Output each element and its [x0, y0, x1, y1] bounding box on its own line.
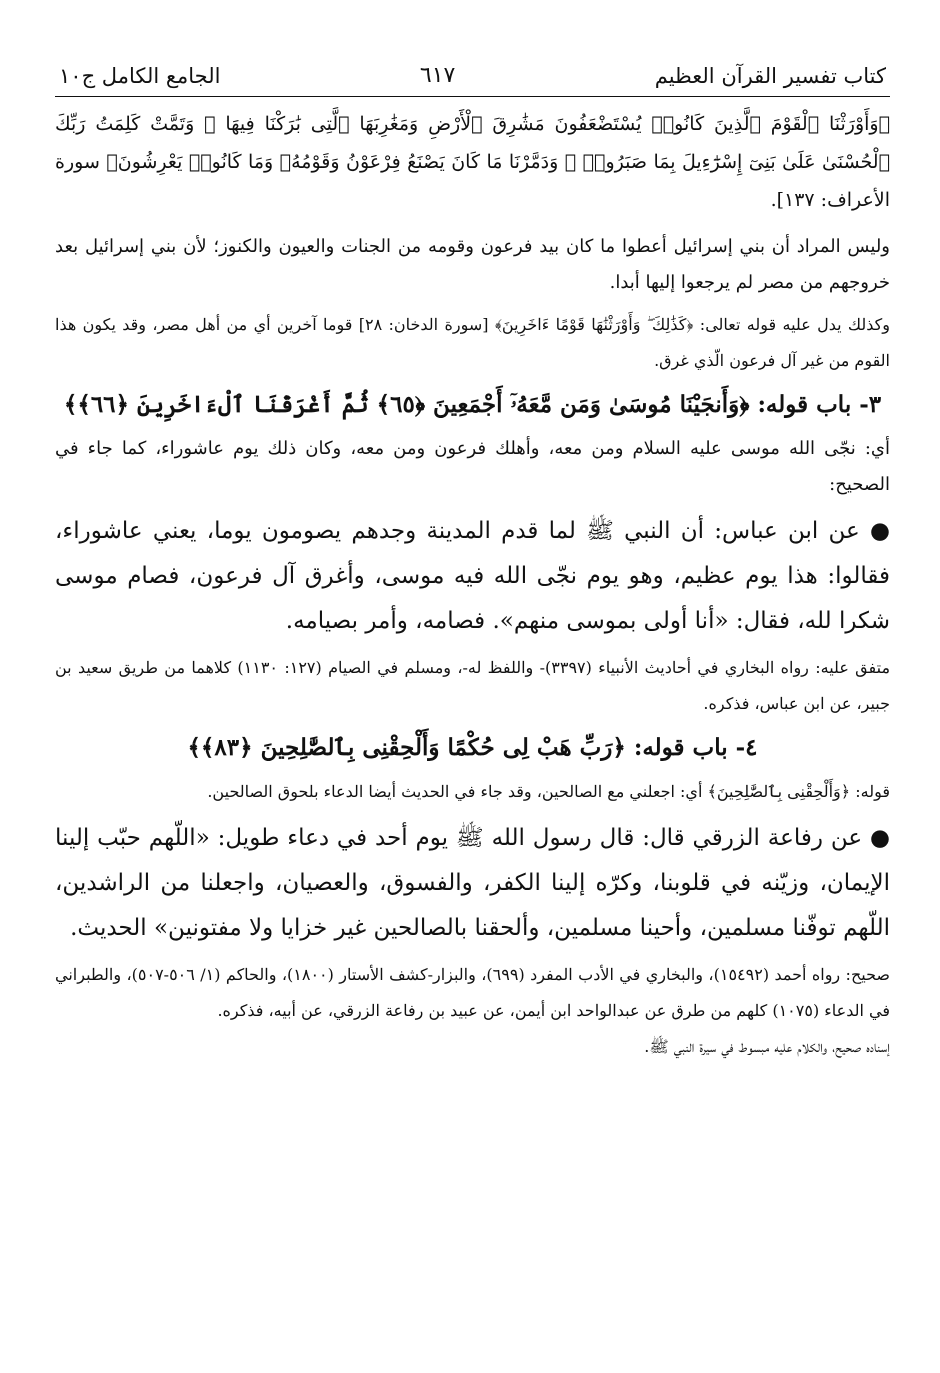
- hadith-takhrij: صحيح: رواه أحمد (١٥٤٩٢)، والبخاري في الأدب المفرد (٦٩٩)، والبزار-كشف الأستار (١٨٠٠)، والحاكم (١/ ٥٠٦-٥٠٧)، والطبراني في الدعاء (١٠٧٥) كلهم من طرق عن عبدالواحد ابن أيمن، عن عبيد بن رفاعة الزرقي، عن أبيه، فذكره.: [55, 965, 891, 1020]
- hadith-rifaa-zuraqi: ● عن رفاعة الزرقي قال: قال رسول الله ﷺ يوم أحد في دعاء طويل: «اللّهم حبّب إلينا الإيمان، وزيّنه في قلوبنا، وكرّه إلينا الكفر، والفسوق، والعصيان، واجعلنا من الراشدين، اللّهم توفّنا مسلمين، وأحينا مسلمين، وألحقنا بالصالحين غير خزايا ولا مفتونين» الحديث.: [55, 825, 890, 941]
- commentary-paragraph: وليس المراد أن بني إسرائيل أعطوا ما كان بيد فرعون وقومه من الجنات والعيون والكنوز؛ لأن بني إسرائيل بعد خروجهم من مصر لم يرجعوا إليها أبدا.: [55, 236, 890, 293]
- quran-verse-araf-137: ﴿وَأَوْرَثْنَا ٱلْقَوْمَ ٱلَّذِينَ كَانُوا۟ يُسْتَضْعَفُونَ مَشَٰرِقَ ٱلْأَرْضِ وَمَغَٰرِبَهَا ٱلَّتِى بَٰرَكْنَا فِيهَا ۖ وَتَمَّتْ كَلِمَتُ رَبِّكَ ٱلْحُسْنَىٰ عَلَىٰ بَنِىٓ إِسْرَٰٓءِيلَ بِمَا صَبَرُوا۟ ۖ وَدَمَّرْنَا مَا كَانَ يَصْنَعُ فِرْعَوْنُ وَقَوْمُهُۥ وَمَا كَانُوا۟ يَعْرِشُونَ﴾ سورة الأعراف: ١٣٧].: [55, 113, 890, 211]
- collection-volume: الجامع الكامل ج١٠: [59, 64, 221, 88]
- book-title: كتاب تفسير القرآن العظيم: [654, 64, 886, 88]
- header-rule: [55, 96, 890, 97]
- commentary-paragraph: قوله: ﴿وَأَلْحِقْنِى بِٱلصَّٰلِحِينَ﴾ أي: اجعلني مع الصالحين، وقد جاء في الحديث أيضا الدعاء بلحوق الصالحين.: [207, 782, 890, 801]
- hadith-takhrij: متفق عليه: رواه البخاري في أحاديث الأنبياء (٣٣٩٧)- واللفظ له-، ومسلم في الصيام (١٢٧: ١١٣٠) كلاهما من طريق سعيد بن جبير، عن ابن عباس، فذكره.: [55, 658, 891, 713]
- running-header: [55, 58, 890, 94]
- page: [55, 58, 890, 1065]
- hadith-ibn-abbas: ● عن ابن عباس: أن النبي ﷺ لما قدم المدينة وجدهم يصومون يوما، يعني عاشوراء، فقالوا: هذا يوم عظيم، وهو يوم نجّى الله فيه موسى، وأغرق آل فرعون، فصام موسى شكرا لله، فقال: «أنا أولى بموسى منهم». فصامه، وأمر بصيامه.: [55, 518, 890, 634]
- isnad-note: إسناده صحيح، والكلام عليه مبسوط في سيرة النبي ﷺ.: [644, 1037, 890, 1056]
- section-heading-4: ٤- باب قوله: ﴿رَبِّ هَبْ لِى حُكْمًا وَأَلْحِقْنِى بِٱلصَّٰلِحِينَ ﴿٨٣﴾﴾: [187, 734, 758, 761]
- section-heading-3: ٣- باب قوله: ﴿وَأَنجَيْنَا مُوسَىٰ وَمَن مَّعَهُۥٓ أَجْمَعِينَ ﴿٦٥﴾ ثُمَّ أَغْرَقْنَا ٱلْءَاخَرِينَ ﴿٦٦﴾﴾: [63, 391, 882, 418]
- commentary-paragraph-dukhan: وكذلك يدل عليه قوله تعالى: ﴿كَذَٰلِكَ ۖ وَأَوْرَثْنَٰهَا قَوْمًا ءَاخَرِينَ﴾ [سورة الدخان: ٢٨] قوما آخرين أي من أهل مصر، وقد يكون هذا القوم من غير آل فرعون الّذي غرق.: [55, 315, 891, 370]
- page-number: ٦١٧: [419, 63, 456, 88]
- commentary-paragraph: أي: نجّى الله موسى عليه السلام ومن معه، وأهلك فرعون ومن معه، وكان ذلك يوم عاشوراء، كما جاء في الصحيح:: [55, 438, 890, 495]
